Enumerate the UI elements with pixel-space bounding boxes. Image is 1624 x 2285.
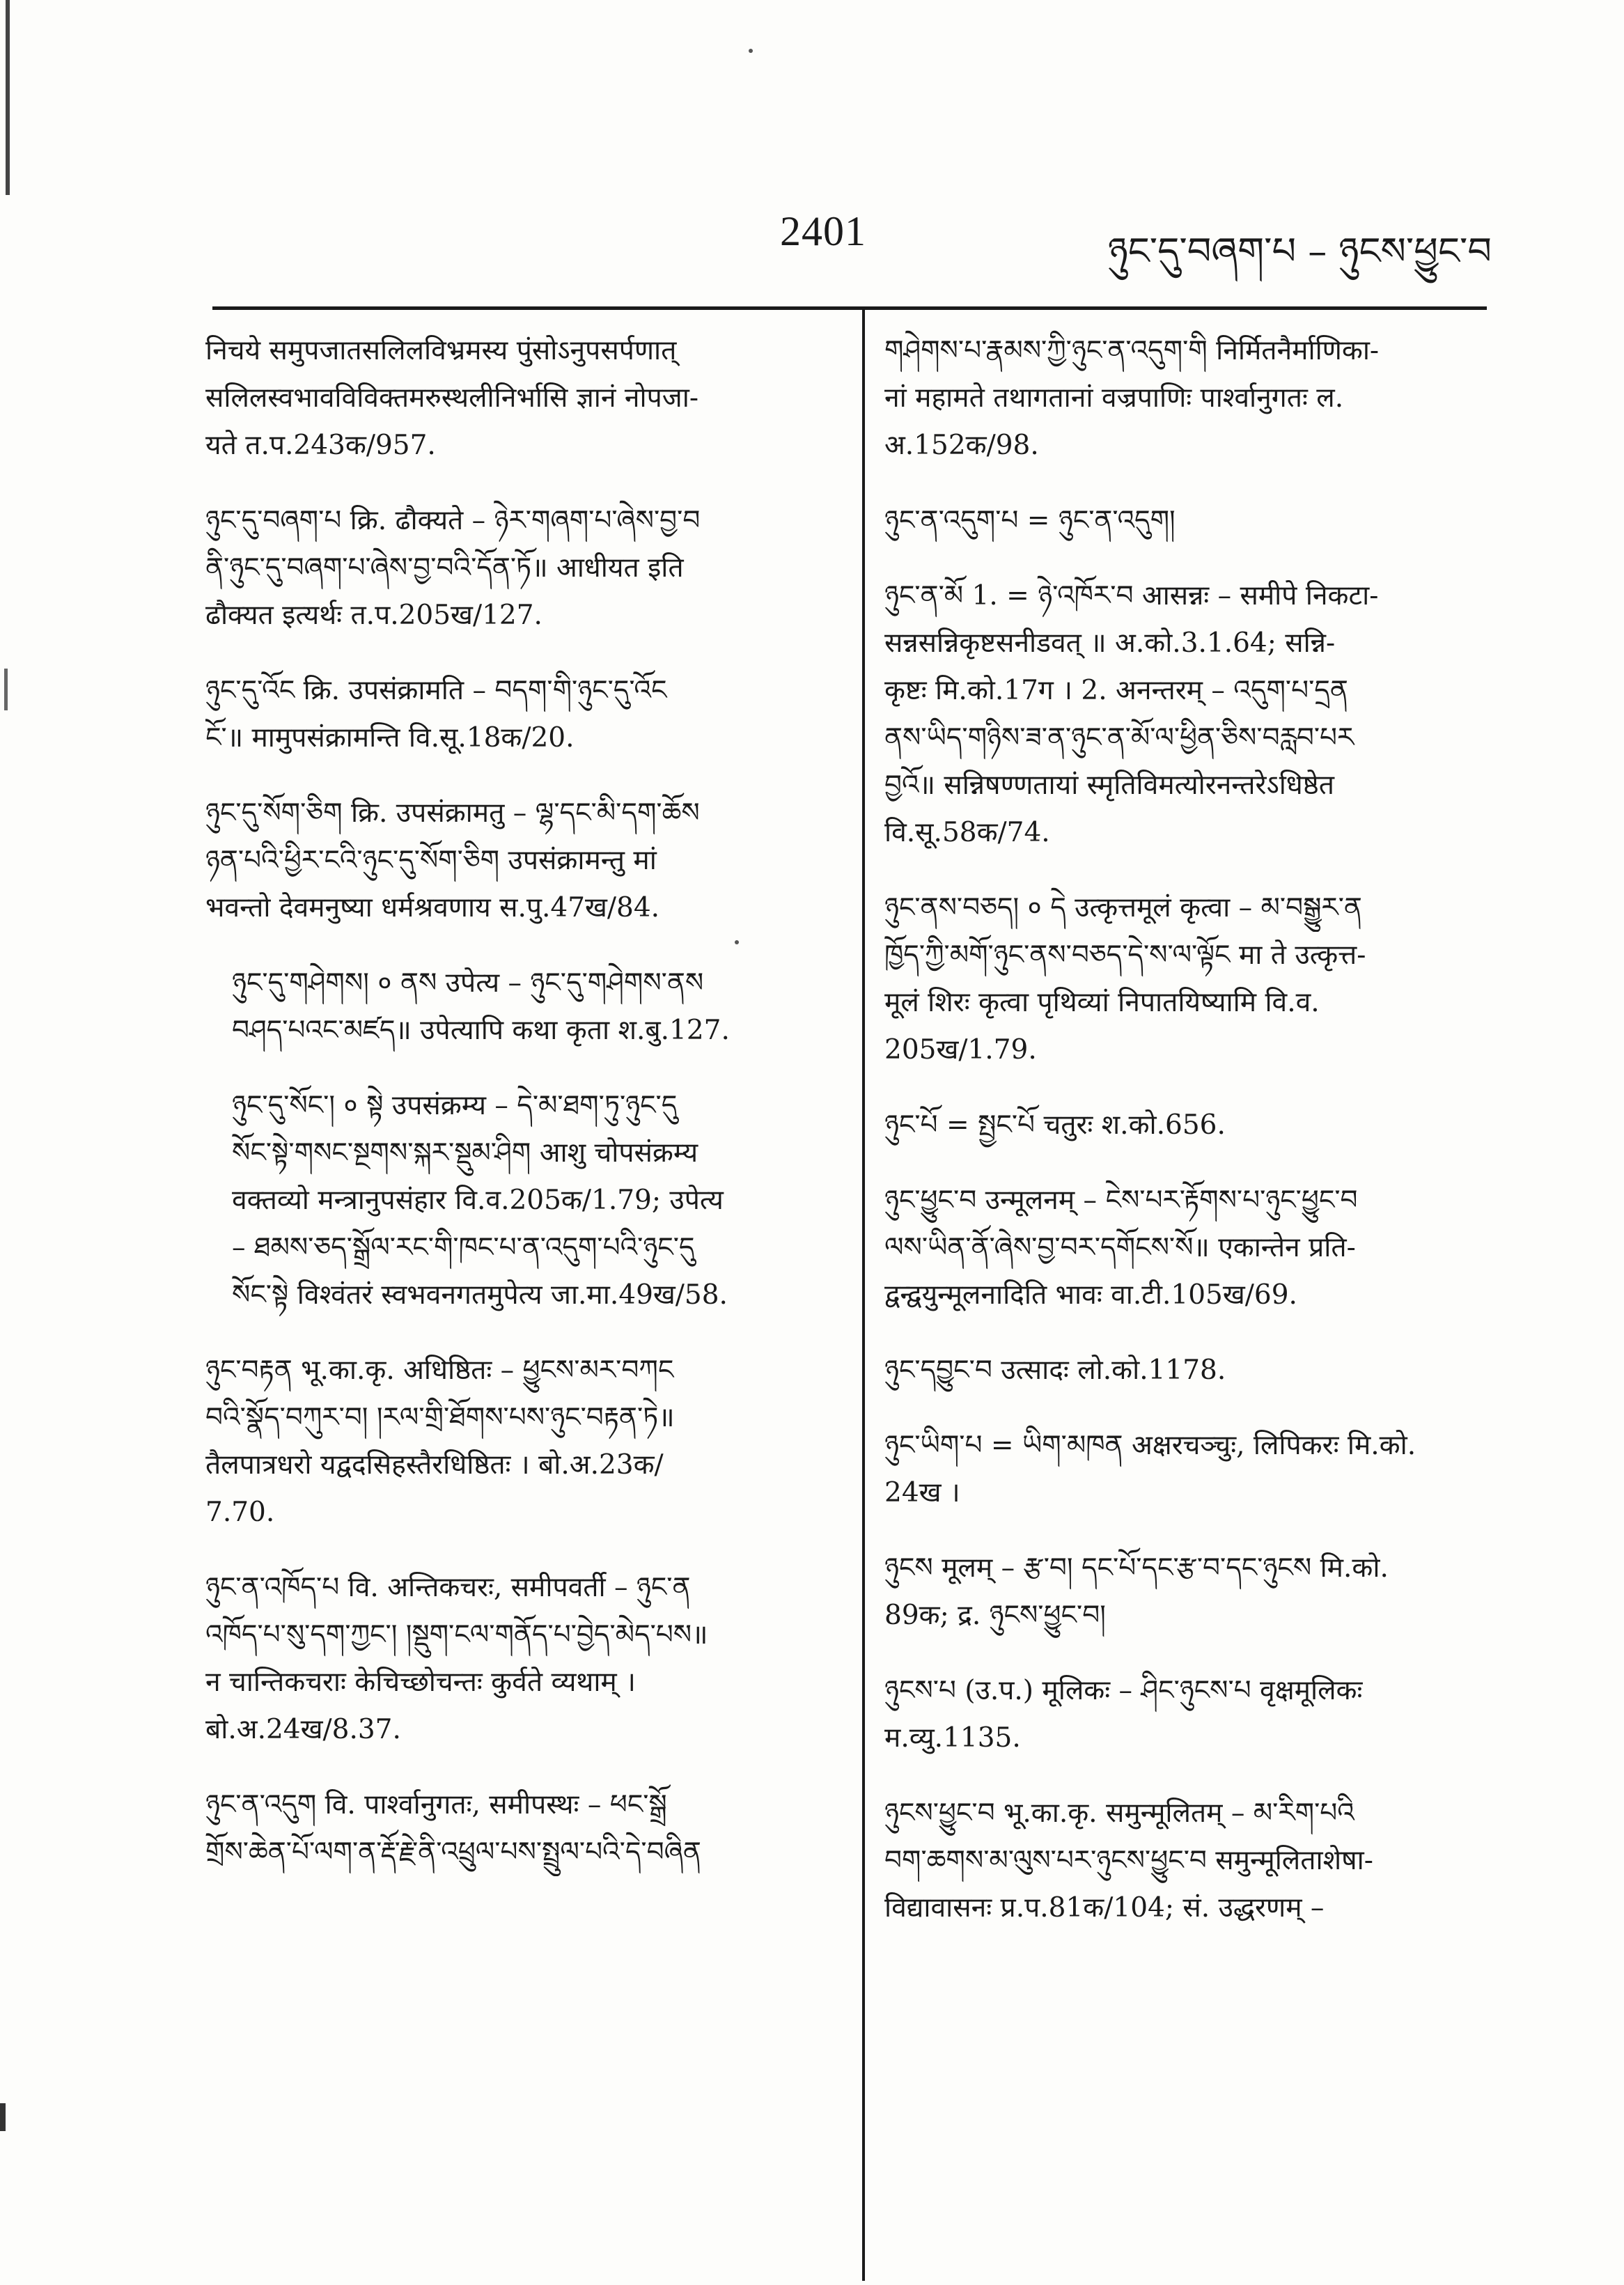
dictionary-entry [884,1102,1508,1149]
entry-line: གཤེགས་པ་རྣམས་ཀྱི་ཉུང་ན་འདུག་གི निर्मितनैर्माणिका- [884,335,1380,366]
entry-line: न चान्तिकचराः केचिच्छोचन्तः कुर्वते व्यथाम् । [205,1667,636,1698]
scan-speck [749,49,753,53]
entry-line: ཉན་པའི་ཕྱིར་ངའི་ཉུང་དུ་སོག་ཅིག उपसंक्रामन्तु मां [205,845,657,876]
entry-line: བག་ཆགས་མ་ལུས་པར་ཉུངས་ཕྱུང་བ समुन्मूलिताशेषा- [884,1845,1373,1876]
entry-line: ནས་ཡིད་གཉིས་ཟ་ན་ཉུང་ན་མོ་ལ་ཕྱིན་ཅིས་བརླབ་པར [884,722,1354,754]
dictionary-entry [205,327,832,469]
entry-line: ཉུང་ཡིག་པ = ཡིག་མཁན अक्षरचञ्चुः, लिपिकरः मि.को. [884,1430,1416,1461]
entry-line: ཉུངས་ཕྱུང་བ भू.का.कृ. समुन्मूलितम् – མ་རིག་པའི [884,1797,1354,1829]
entry-line: ནི་ཉུང་དུ་བཞག་པ་ཞེས་བྱ་བའི་དོན་ཏོ॥ आधीयत इति [205,552,684,584]
entry-line: ढौक्यत इत्यर्थः त.प.205ख/127. [205,600,542,631]
dictionary-entry [884,1545,1508,1639]
dictionary-entry [205,960,832,1054]
entry-line: གྲོས་ཆེན་པོ་ལག་ན་རྡོ་རྗེ་ནི་འཕྲུལ་པས་སྤྲུལ་པའི་དེ་བཞིན [205,1836,701,1868]
dictionary-entry [884,1667,1508,1762]
entry-line: वि.सू.58क/74. [884,817,1050,848]
entry-line: ཉུང་པོ = སྤྱང་པོ चतुरः श.को.656. [884,1109,1226,1141]
column-divider [862,310,865,2281]
entry-line: निचये समुपजातसलिलविभ्रमस्य पुंसोऽनुपसर्पणात् [205,335,677,366]
entry-line: भवन्तो देवमनुष्या धर्मश्रवणाय स.पु.47ख/84. [205,892,660,923]
entry-line: सलिलस्वभावविविक्तमरुस्थलीनिर्भासि ज्ञानं नोपजा- [205,382,698,414]
dictionary-entry [884,884,1508,1074]
dictionary-entry [884,572,1508,857]
entry-line: 205ख/1.79. [884,1034,1037,1066]
binding-edge-mark [6,0,10,195]
entry-line: ཉུང་ནས་བཅད། ० དེ उत्कृत्तमूलं कृत्वा – མ་བསྒྱུར་ན [884,892,1362,923]
entry-line: वक्तव्यो मन्त्रानुपसंहार वि.व.205क/1.79; उपेत्य [232,1185,724,1216]
entry-line: म.व्यु.1135. [884,1722,1021,1754]
binding-edge-mark [0,2103,6,2131]
dictionary-entry [205,1564,832,1754]
entry-line: ཉུང་དུ་བཞག་པ क्रि. ढौक्यते – ཉེར་གཞག་པ་ཞེས་བྱ་བ [205,505,701,536]
entry-line: विद्यावासनः प्र.प.81क/104; सं. उद्धरणम् – [884,1892,1325,1924]
entry-line: नां महामते तथागतानां वज्रपाणिः पार्श्वानुगतः ल. [884,382,1344,414]
entry-line: ལས་ཡིན་ནོ་ཞེས་བྱ་བར་དགོངས་སོ॥ एकान्तेन प्रति- [884,1232,1356,1263]
entry-line: ཉུངས मूलम् – རྩ་བ། དང་པོ་དང་རྩ་བ་དང་ཉུངས मि.को. [884,1552,1389,1584]
entry-line: བྱའོ॥ सन्निषण्णतायां स्मृतिविमत्योरनन्तरेऽधिष्ठेत [884,770,1334,801]
entry-line: ཉུང་ཕྱུང་བ उन्मूलनम् – ངེས་པར་རྟོགས་པ་ཉུང་ཕྱུང་བ [884,1185,1358,1216]
entry-line: मूलं शिरः कृत्वा पृथिव्यां निपातयिष्यामि वि.व. [884,987,1320,1018]
entry-line: तैलपात्रधरो यद्वदसिहस्तैरधिष्ठितः । बो.अ.23क/ [205,1449,664,1481]
entry-line: ཉུང་དུ་གཤེགས། ० ནས उपेत्य – ཉུང་དུ་གཤེགས་ནས [232,967,704,999]
entry-line: ཉུང་བརྟན भू.का.कृ. अधिष्ठितः – ཕྱུངས་མར་བཀང [205,1355,674,1386]
entry-line: ཁྱོད་ཀྱི་མགོ་ཉུང་ནས་བཅད་དེ་ས་ལ་ལྟོང मा ते उत्कृत्त- [884,939,1366,971]
entry-line: ཉུང་དབྱུང་བ उत्सादः लो.को.1178. [884,1355,1226,1386]
dictionary-entry [884,1422,1508,1517]
entry-line: यते त.प.243क/957. [205,430,436,461]
entry-line: ཉུང་དུ་འོང क्रि. उपसंक्रामति – བདག་གི་ཉུང་དུ་འོང [205,675,667,706]
entry-line: ཉུངས་པ (उ.प.) मूलिकः – ཤིང་ཉུངས་པ वृक्षमूलिकः [884,1675,1363,1706]
dictionary-entry [884,1790,1508,1932]
entry-line: བའི་སྣོད་བཀུར་བ། །རལ་གྲི་ཐོགས་པས་ཉུང་བརྟན་ཏེ॥ [205,1402,675,1433]
running-head: ཉུང་དུ་བཞག་པ – ཉུངས་ཕྱུང་བ [1107,229,1492,273]
left-column [205,327,832,2285]
header-rule [212,306,1487,310]
entry-line: ངོ་॥ मामुपसंक्रामन्ति वि.सू.18क/20. [205,722,575,754]
entry-line: འཁོད་པ་སུ་དག་ཀྱང་། །སྡུག་ངལ་གནོད་པ་བྱེད་མེད་པས॥ [205,1619,708,1651]
entry-line: ཉུང་དུ་སོག་ཅིག क्रि. उपसंक्रामतु – ལྷ་དང་མི་དག་ཆོས [205,797,700,829]
dictionary-entry [884,1347,1508,1394]
dictionary-entry [205,1781,832,1876]
entry-line: སོང་སྟེ་གསང་སྔགས་སྐར་སྡུམ་ཤིག आशु चोपसंक्रम्य [232,1137,698,1169]
right-column [884,327,1508,2285]
entry-line: 89क; द्र. ཉུངས་ཕྱུང་བ། [884,1600,1106,1631]
entry-line: – ཐམས་ཅད་སྒྲོལ་རང་གི་ཁང་པ་ན་འདུག་པའི་ཉུང་དུ [232,1232,695,1263]
dictionary-entry [884,497,1508,545]
entry-line: ཉུང་ན་མོ 1. = ཉེ་འཁོར་བ आसन्नः – समीपे निकटा- [884,580,1379,611]
entry-line: སོང་སྟེ विश्वंतरं स्वभवनगतमुपेत्य जा.मा.49ख/58. [232,1279,728,1311]
entry-line: ཉུང་དུ་སོང་། ० སྟེ उपसंक्रम्य – དེ་མ་ཐག་ཏུ་ཉུང་དུ [232,1090,678,1121]
entry-line: བཤད་པའང་མཛད॥ उपेत्यापि कथा कृता श.बु.127. [232,1015,730,1046]
entry-line: 7.70. [205,1497,275,1528]
dictionary-entry [205,497,832,639]
dictionary-entry [205,667,832,762]
dictionary-entry [205,790,832,932]
page-number: 2401 [780,208,866,254]
entry-line: ཉུང་ན་འདུག वि. पार्श्वानुगतः, समीपस्थः – ཕང་སྒྲོ [205,1789,667,1820]
entry-line: द्वन्द्वयुन्मूलनादिति भावः वा.टी.105ख/69. [884,1279,1297,1311]
entry-line: 24ख । [884,1477,960,1508]
entry-line: सन्नसन्निकृष्टसनीडवत् ॥ अ.को.3.1.64; सन्नि- [884,627,1336,659]
binding-edge-mark [4,669,8,710]
entry-line: कृष्टः मि.को.17ग । 2. अनन्तरम् – འདུག་པ་དྲན [884,675,1348,706]
dictionary-entry [884,1177,1508,1319]
dictionary-entry [884,327,1508,469]
entry-line: बो.अ.24ख/8.37. [205,1714,401,1745]
entry-line: ཉུང་ན་འདུག་པ = ཉུང་ན་འདུག། [884,505,1176,536]
dictionary-entry [205,1347,832,1536]
entry-line: अ.152क/98. [884,430,1039,461]
dictionary-entry [205,1082,832,1319]
entry-line: ཉུང་ན་འཁོད་པ वि. अन्तिकचरः, समीपवर्ती – ཉུང་ན [205,1572,691,1603]
